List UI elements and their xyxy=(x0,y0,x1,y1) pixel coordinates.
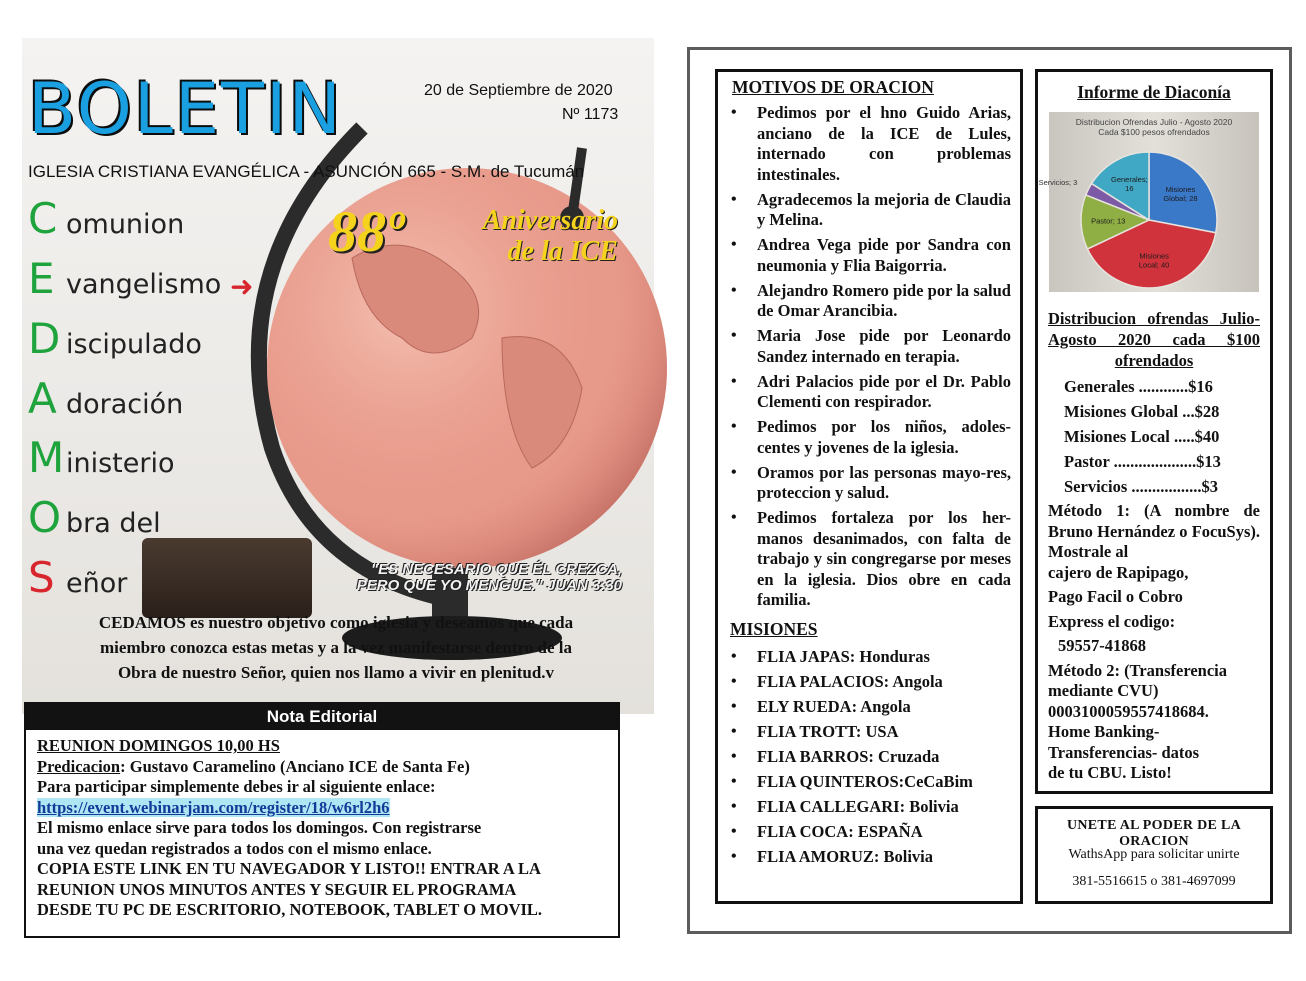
cvu-number: 0003100059557418684. xyxy=(1048,701,1209,721)
deacon-report-title: Informe de Diaconía xyxy=(1077,82,1231,102)
same-link-text: una vez quedan registrados a todos con el mismo enlace. xyxy=(37,838,432,858)
editorial-note-body xyxy=(26,730,618,921)
cedamos-letter: M xyxy=(28,433,65,482)
list-item: • FLIA BARROS: Cruzada xyxy=(728,744,1011,769)
cedamos-letter: E xyxy=(28,254,55,303)
pie-slice-label: Misiones Local; 40 xyxy=(1138,251,1170,270)
list-item: • FLIA TROTT: USA xyxy=(728,719,1011,744)
missions-list xyxy=(728,644,1011,869)
list-item: • Maria Jose pide por Leonardo Sandez internado en terapia. xyxy=(728,326,1011,367)
distribution-list xyxy=(1064,374,1221,499)
meeting-time: REUNION DOMINGOS 10,00 HS xyxy=(37,736,280,755)
list-item: • FLIA PALACIOS: Angola xyxy=(728,669,1011,694)
pie-slice-label: Servicios; 3 xyxy=(1038,177,1078,187)
cedamos-word: bra del xyxy=(66,508,161,539)
cedamos-word: doración xyxy=(66,389,184,420)
editorial-note xyxy=(24,702,620,938)
distribution-item: Misiones Global ...$28 xyxy=(1064,402,1220,421)
payment-method-1: Método 1: (A nombre de Bruno Hernández o FocuSys). Mostrale al cajero de Rapipago, xyxy=(1048,501,1260,582)
cedamos-description-line: CEDAMOS es nuestro objetivo como iglesia y deseamos que cada xyxy=(98,613,574,632)
cedamos-description-line: Obra de nuestro Señor, quien nos llamo a vivir en plenitud.v xyxy=(117,663,555,682)
list-item: • FLIA CALLEGARI: Bolivia xyxy=(728,794,1011,819)
instructions-text: DESDE TU PC DE ESCRITORIO, NOTEBOOK, TABLET O MOVIL. xyxy=(37,900,543,919)
list-item: • Oramos por las personas mayo-res, proteccion y salud. xyxy=(728,463,1011,504)
list-item: • Pedimos fortaleza por los her-manos desanimados, con falta de trabajo y sin congregarse por meses en la iglesia. Dios obre en cada familia. xyxy=(728,508,1011,611)
cedamos-item xyxy=(28,553,128,602)
cedamos-word: iscipulado xyxy=(66,329,202,360)
preacher-line xyxy=(37,757,618,778)
pie-slice-label: Misiones Global; 28 xyxy=(1163,184,1198,203)
cedamos-item xyxy=(28,374,184,423)
cedamos-item xyxy=(28,194,185,243)
prayer-group-title: UNETE AL PODER DE LA ORACION xyxy=(1066,818,1242,849)
list-item: • Pedimos por los niños, adoles-centes y jovenes de la iglesia. xyxy=(728,417,1011,458)
chart-title: Distribucion Ofrendas Julio - Agosto 2020 xyxy=(1075,117,1233,127)
prayer-requests-list xyxy=(728,103,1011,615)
cedamos-item xyxy=(28,493,161,542)
cedamos-item xyxy=(28,433,175,482)
payment-options: Pago Facil o Cobro xyxy=(1048,587,1183,606)
verse-line-1: "ES NECESARIO QUE ÉL CREZCA, xyxy=(370,561,622,578)
chart-subtitle: Cada $100 pesos ofrendados xyxy=(1098,127,1210,137)
distribution-title: Distribucion ofrendas Julio-Agosto 2020 cada $100 ofrendados xyxy=(1048,309,1260,370)
issue-number: Nº 1173 xyxy=(562,106,619,123)
list-item: • FLIA AMORUZ: Bolivia xyxy=(728,844,1011,869)
cedamos-item xyxy=(28,254,222,303)
cedamos-item xyxy=(28,314,202,363)
list-item: • FLIA JAPAS: Honduras xyxy=(728,644,1011,669)
church-name: IGLESIA CRISTIANA EVANGÉLICA - ASUNCIÓN 665 - S.M. de Tucumán xyxy=(28,162,585,181)
payment-code-label: Express el codigo: xyxy=(1048,611,1176,631)
cedamos-description-line: miembro conozca estas metas y a la vez manifestarse dentro de la xyxy=(100,638,572,657)
cedamos-word: vangelismo xyxy=(66,269,222,300)
cedamos-word: inisterio xyxy=(66,448,175,479)
same-link-text: El mismo enlace sirve para todos los domingos. Con registrarse xyxy=(37,818,482,837)
preacher-name: : Gustavo Caramelino (Anciano ICE de Santa Fe) xyxy=(120,756,470,776)
preacher-label: Predicacion xyxy=(37,756,121,776)
pie-chart-svg xyxy=(1038,112,1259,292)
list-item: • Adri Palacios pide por el Dr. Pablo Clementi con respirador. xyxy=(728,372,1011,413)
whatsapp-text: WathsApp para solicitar unirte xyxy=(1068,847,1240,862)
offerings-pie-chart xyxy=(1038,112,1259,292)
cedamos-word: omunion xyxy=(66,209,185,240)
cedamos-letter: S xyxy=(28,553,55,602)
list-item: • Andrea Vega pide por Sandra con neumonia y Flia Baigorria. xyxy=(728,235,1011,276)
cedamos-letter: A xyxy=(28,374,57,423)
cedamos-letter: O xyxy=(28,493,62,542)
anniversary-number: 88º xyxy=(328,199,404,264)
inner-page xyxy=(687,47,1292,934)
cedamos-word: eñor xyxy=(66,568,128,599)
payment-methods xyxy=(1048,501,1260,784)
list-item: • ELY RUEDA: Angola xyxy=(728,694,1011,719)
cedamos-description xyxy=(36,610,636,685)
verse-line-2: PERO QUE YO MENGUE." JUAN 3:30 xyxy=(356,576,622,594)
cover-page xyxy=(22,38,654,714)
distribution-item: Servicios .................$3 xyxy=(1064,477,1218,496)
instructions-text: COPIA ESTE LINK EN TU NAVEGADOR Y LISTO!! ENTRAR A LA xyxy=(37,859,541,878)
list-item: • Agradecemos la mejoria de Claudia y Melina. xyxy=(728,190,1011,231)
issue-date: 20 de Septiembre de 2020 xyxy=(424,82,613,99)
cedamos-letter: C xyxy=(28,194,58,243)
bible-verse xyxy=(304,562,622,594)
deacon-report-box xyxy=(1035,69,1273,794)
distribution-item: Generales ............$16 xyxy=(1064,377,1213,396)
prayer-requests-box xyxy=(715,69,1023,904)
pie-slice-label: Generales; 16 xyxy=(1111,175,1148,194)
list-item: • Alejandro Romero pide por la salud de Omar Arancibia. xyxy=(728,281,1011,322)
payment-code: 59557-41868 xyxy=(1058,636,1146,655)
instructions-text: REUNION UNOS MINUTOS ANTES Y SEGUIR EL PROGRAMA xyxy=(37,879,517,899)
bulletin-title: BOLETIN xyxy=(28,68,343,150)
anniversary-text xyxy=(458,206,618,268)
phone-numbers: 381-5516615 o 381-4697099 xyxy=(1072,874,1236,889)
pie-slice-label: Pastor; 13 xyxy=(1091,216,1126,226)
list-item: • FLIA QUINTEROS:CeCaBim xyxy=(728,769,1011,794)
list-item: • Pedimos por el hno Guido Arias, anciano de la ICE de Lules, internado con problemas intestinales. xyxy=(728,103,1011,185)
list-item: • FLIA COCA: ESPAÑA xyxy=(728,819,1011,844)
prayer-group-box xyxy=(1035,806,1273,904)
editorial-note-header: Nota Editorial xyxy=(26,704,618,730)
anniversary-line-1: Aniversario xyxy=(482,205,618,236)
registration-link[interactable]: https://event.webinarjam.com/register/18/w6rl2h6 xyxy=(37,797,390,817)
distribution-item: Misiones Local .....$40 xyxy=(1064,427,1220,446)
participate-text: Para participar simplemente debes ir al siguiente enlace: xyxy=(37,777,436,796)
cedamos-letter: D xyxy=(28,314,61,363)
old-book-illustration xyxy=(142,538,312,618)
payment-method-2: Método 2: (Transferencia mediante CVU) 0003100059557418684. Home Banking- Transferencias- datos de tu CBU. Listo! xyxy=(1048,661,1260,784)
missions-title: MISIONES xyxy=(730,619,818,639)
prayer-requests-title: MOTIVOS DE ORACION xyxy=(732,77,934,97)
arrow-right-icon: ➜ xyxy=(230,272,254,303)
distribution-item: Pastor ....................$13 xyxy=(1064,452,1221,471)
anniversary-line-2: de la ICE xyxy=(507,235,618,267)
